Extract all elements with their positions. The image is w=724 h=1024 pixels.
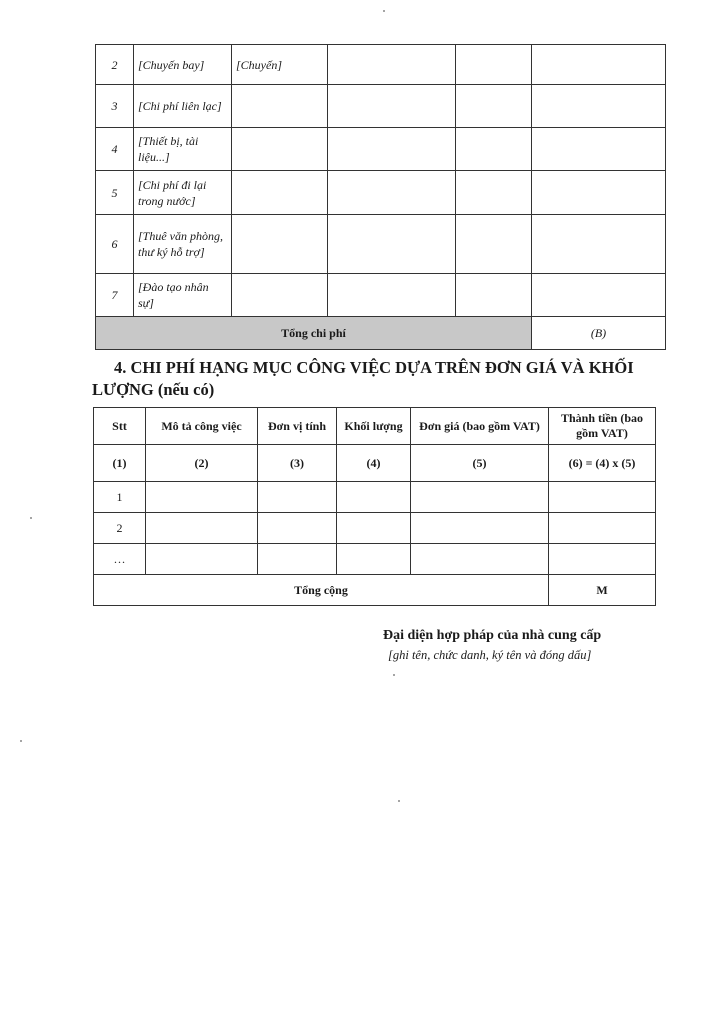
- row-detail: [232, 171, 328, 215]
- scan-speck: [20, 740, 22, 742]
- empty-cell: [549, 544, 656, 575]
- row-number: 1: [94, 482, 146, 513]
- empty-cell: [532, 215, 666, 274]
- column-index-row: [94, 445, 656, 482]
- table-row: [96, 85, 666, 128]
- empty-cell: [549, 513, 656, 544]
- row-detail: [232, 85, 328, 128]
- row-number: 2: [96, 45, 134, 85]
- header-unit: Đơn vị tính: [258, 408, 337, 445]
- scan-speck: [30, 517, 32, 519]
- index-cell: (6) = (4) x (5): [549, 445, 656, 482]
- signature-note: [ghi tên, chức danh, ký tên và đóng dấu]: [388, 648, 592, 662]
- total-value: (B): [532, 317, 666, 350]
- empty-cell: [146, 482, 258, 513]
- empty-cell: [146, 544, 258, 575]
- table-row: [94, 482, 656, 513]
- table-row: [96, 128, 666, 171]
- empty-cell: [328, 274, 456, 317]
- empty-cell: [328, 85, 456, 128]
- index-cell: (3): [258, 445, 337, 482]
- header-row: [94, 408, 656, 445]
- section-heading: 4. CHI PHÍ HẠNG MỤC CÔNG VIỆC DỰA TRÊN ĐƠN GIÁ VÀ KHỐI LƯỢNG (nếu có): [92, 358, 634, 399]
- scan-speck: [383, 10, 385, 12]
- empty-cell: [258, 482, 337, 513]
- row-number: 5: [96, 171, 134, 215]
- empty-cell: [328, 128, 456, 171]
- empty-cell: [328, 45, 456, 85]
- empty-cell: [456, 274, 532, 317]
- header-unit-price: Đơn giá (bao gồm VAT): [411, 408, 549, 445]
- unit-price-table: [93, 407, 656, 606]
- empty-cell: [532, 171, 666, 215]
- table-row: [94, 544, 656, 575]
- row-number: 6: [96, 215, 134, 274]
- empty-cell: [411, 482, 549, 513]
- empty-cell: [146, 513, 258, 544]
- empty-cell: [456, 128, 532, 171]
- header-amount: Thành tiền (bao gồm VAT): [549, 408, 656, 445]
- empty-cell: [549, 482, 656, 513]
- empty-cell: [532, 85, 666, 128]
- row-detail: [232, 274, 328, 317]
- index-cell: (4): [337, 445, 411, 482]
- row-detail: [232, 128, 328, 171]
- total-row: [96, 317, 666, 350]
- empty-cell: [258, 513, 337, 544]
- row-number: 7: [96, 274, 134, 317]
- scan-speck: [393, 674, 395, 676]
- empty-cell: [456, 85, 532, 128]
- header-stt: Stt: [94, 408, 146, 445]
- empty-cell: [532, 274, 666, 317]
- table-row: [94, 513, 656, 544]
- row-item: [Thuê văn phòng, thư ký hỗ trợ]: [134, 215, 232, 274]
- scan-speck: [398, 800, 400, 802]
- empty-cell: [411, 513, 549, 544]
- row-item: [Chi phí liên lạc]: [134, 85, 232, 128]
- total-value: M: [549, 575, 656, 606]
- empty-cell: [456, 171, 532, 215]
- row-item: [Thiết bị, tài liệu...]: [134, 128, 232, 171]
- row-number: …: [94, 544, 146, 575]
- header-description: Mô tả công việc: [146, 408, 258, 445]
- empty-cell: [337, 513, 411, 544]
- table-row: [96, 171, 666, 215]
- empty-cell: [532, 128, 666, 171]
- empty-cell: [328, 171, 456, 215]
- row-number: 2: [94, 513, 146, 544]
- table-row: [96, 274, 666, 317]
- empty-cell: [411, 544, 549, 575]
- row-number: 3: [96, 85, 134, 128]
- row-item: [Chi phí đi lại trong nước]: [134, 171, 232, 215]
- total-row: [94, 575, 656, 606]
- cost-table-continued: [95, 44, 666, 350]
- row-item: [Chuyến bay]: [134, 45, 232, 85]
- empty-cell: [456, 215, 532, 274]
- signature-title: Đại diện hợp pháp của nhà cung cấp: [383, 628, 602, 643]
- table-row: [96, 215, 666, 274]
- table-row: [96, 45, 666, 85]
- empty-cell: [337, 544, 411, 575]
- total-label: Tổng cộng: [94, 575, 549, 606]
- total-label: Tổng chi phí: [96, 317, 532, 350]
- empty-cell: [328, 215, 456, 274]
- row-detail: [Chuyến]: [232, 45, 328, 85]
- row-detail: [232, 215, 328, 274]
- index-cell: (2): [146, 445, 258, 482]
- header-quantity: Khối lượng: [337, 408, 411, 445]
- index-cell: (5): [411, 445, 549, 482]
- empty-cell: [258, 544, 337, 575]
- empty-cell: [532, 45, 666, 85]
- index-cell: (1): [94, 445, 146, 482]
- row-number: 4: [96, 128, 134, 171]
- empty-cell: [456, 45, 532, 85]
- row-item: [Đào tạo nhân sự]: [134, 274, 232, 317]
- empty-cell: [337, 482, 411, 513]
